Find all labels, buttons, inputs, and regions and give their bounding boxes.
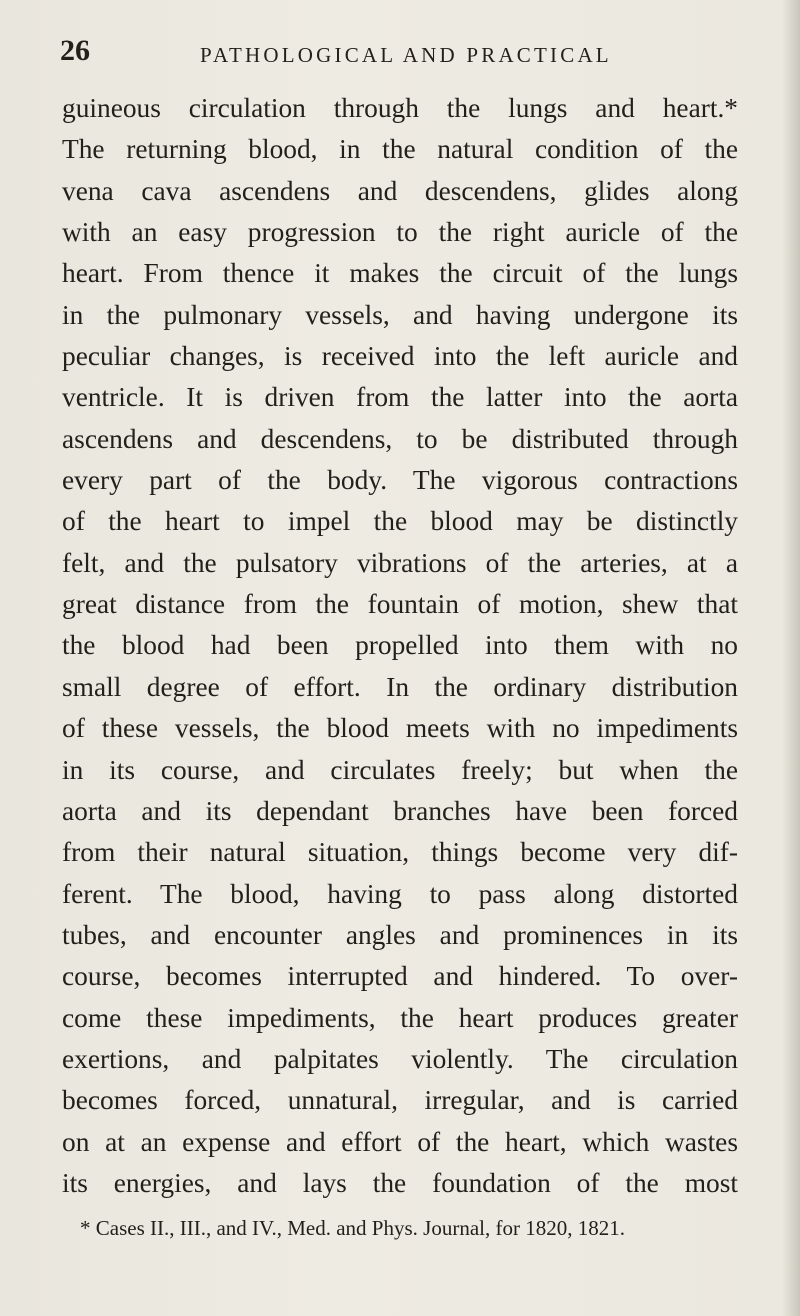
text-line: with an easy progression to the right auricle of the [62,217,738,248]
running-head: PATHOLOGICAL AND PRACTICAL [200,43,612,67]
text-line: vena cava ascendens and descendens, glides along [62,175,738,206]
text-line: in its course, and circulates freely; but when the [62,754,738,785]
text-line: on at an expense and effort of the heart, which wastes [62,1126,738,1157]
text-line: becomes forced, unnatural, irregular, and is carried [62,1085,738,1116]
text-line: from their natural situation, things become very dif- [62,837,738,868]
text-line: of the heart to impel the blood may be distinctly [62,506,738,537]
text-line: its energies, and lays the foundation of the most [62,1167,738,1198]
text-line: course, becomes interrupted and hindered. To over- [62,961,738,992]
text-line: small degree of effort. In the ordinary distribution [62,671,738,702]
text-line: come these impediments, the heart produces greater [62,1002,738,1033]
text-line: of these vessels, the blood meets with no impediments [62,713,738,744]
page-number: 26 [60,34,90,67]
footnote: * Cases II., III., and IV., Med. and Phys. Journal, for 1820, 1821. [80,1216,625,1240]
text-line: aorta and its dependant branches have been forced [62,795,738,826]
text-line: exertions, and palpitates violently. The circulation [62,1043,738,1074]
text-line: every part of the body. The vigorous contractions [62,465,738,496]
page-edge-shadow [782,0,800,1316]
text-line: tubes, and encounter angles and prominences in its [62,919,738,950]
text-line: ventricle. It is driven from the latter into the aorta [62,382,738,413]
page-header [60,34,760,74]
text-line: guineous circulation through the lungs and heart.* [62,93,738,123]
text-line: felt, and the pulsatory vibrations of the arteries, at a [62,547,738,578]
text-line: peculiar changes, is received into the left auricle and [62,341,738,372]
text-line: great distance from the fountain of motion, shew that [62,589,738,620]
text-line: The returning blood, in the natural condition of the [62,134,738,165]
text-line: the blood had been propelled into them with no [62,630,738,661]
text-line: ascendens and descendens, to be distributed through [62,423,738,454]
body-text [62,88,738,1204]
text-line: in the pulmonary vessels, and having undergone its [62,299,738,330]
text-line: ferent. The blood, having to pass along distorted [62,878,738,909]
text-line: heart. From thence it makes the circuit of the lungs [62,258,738,289]
